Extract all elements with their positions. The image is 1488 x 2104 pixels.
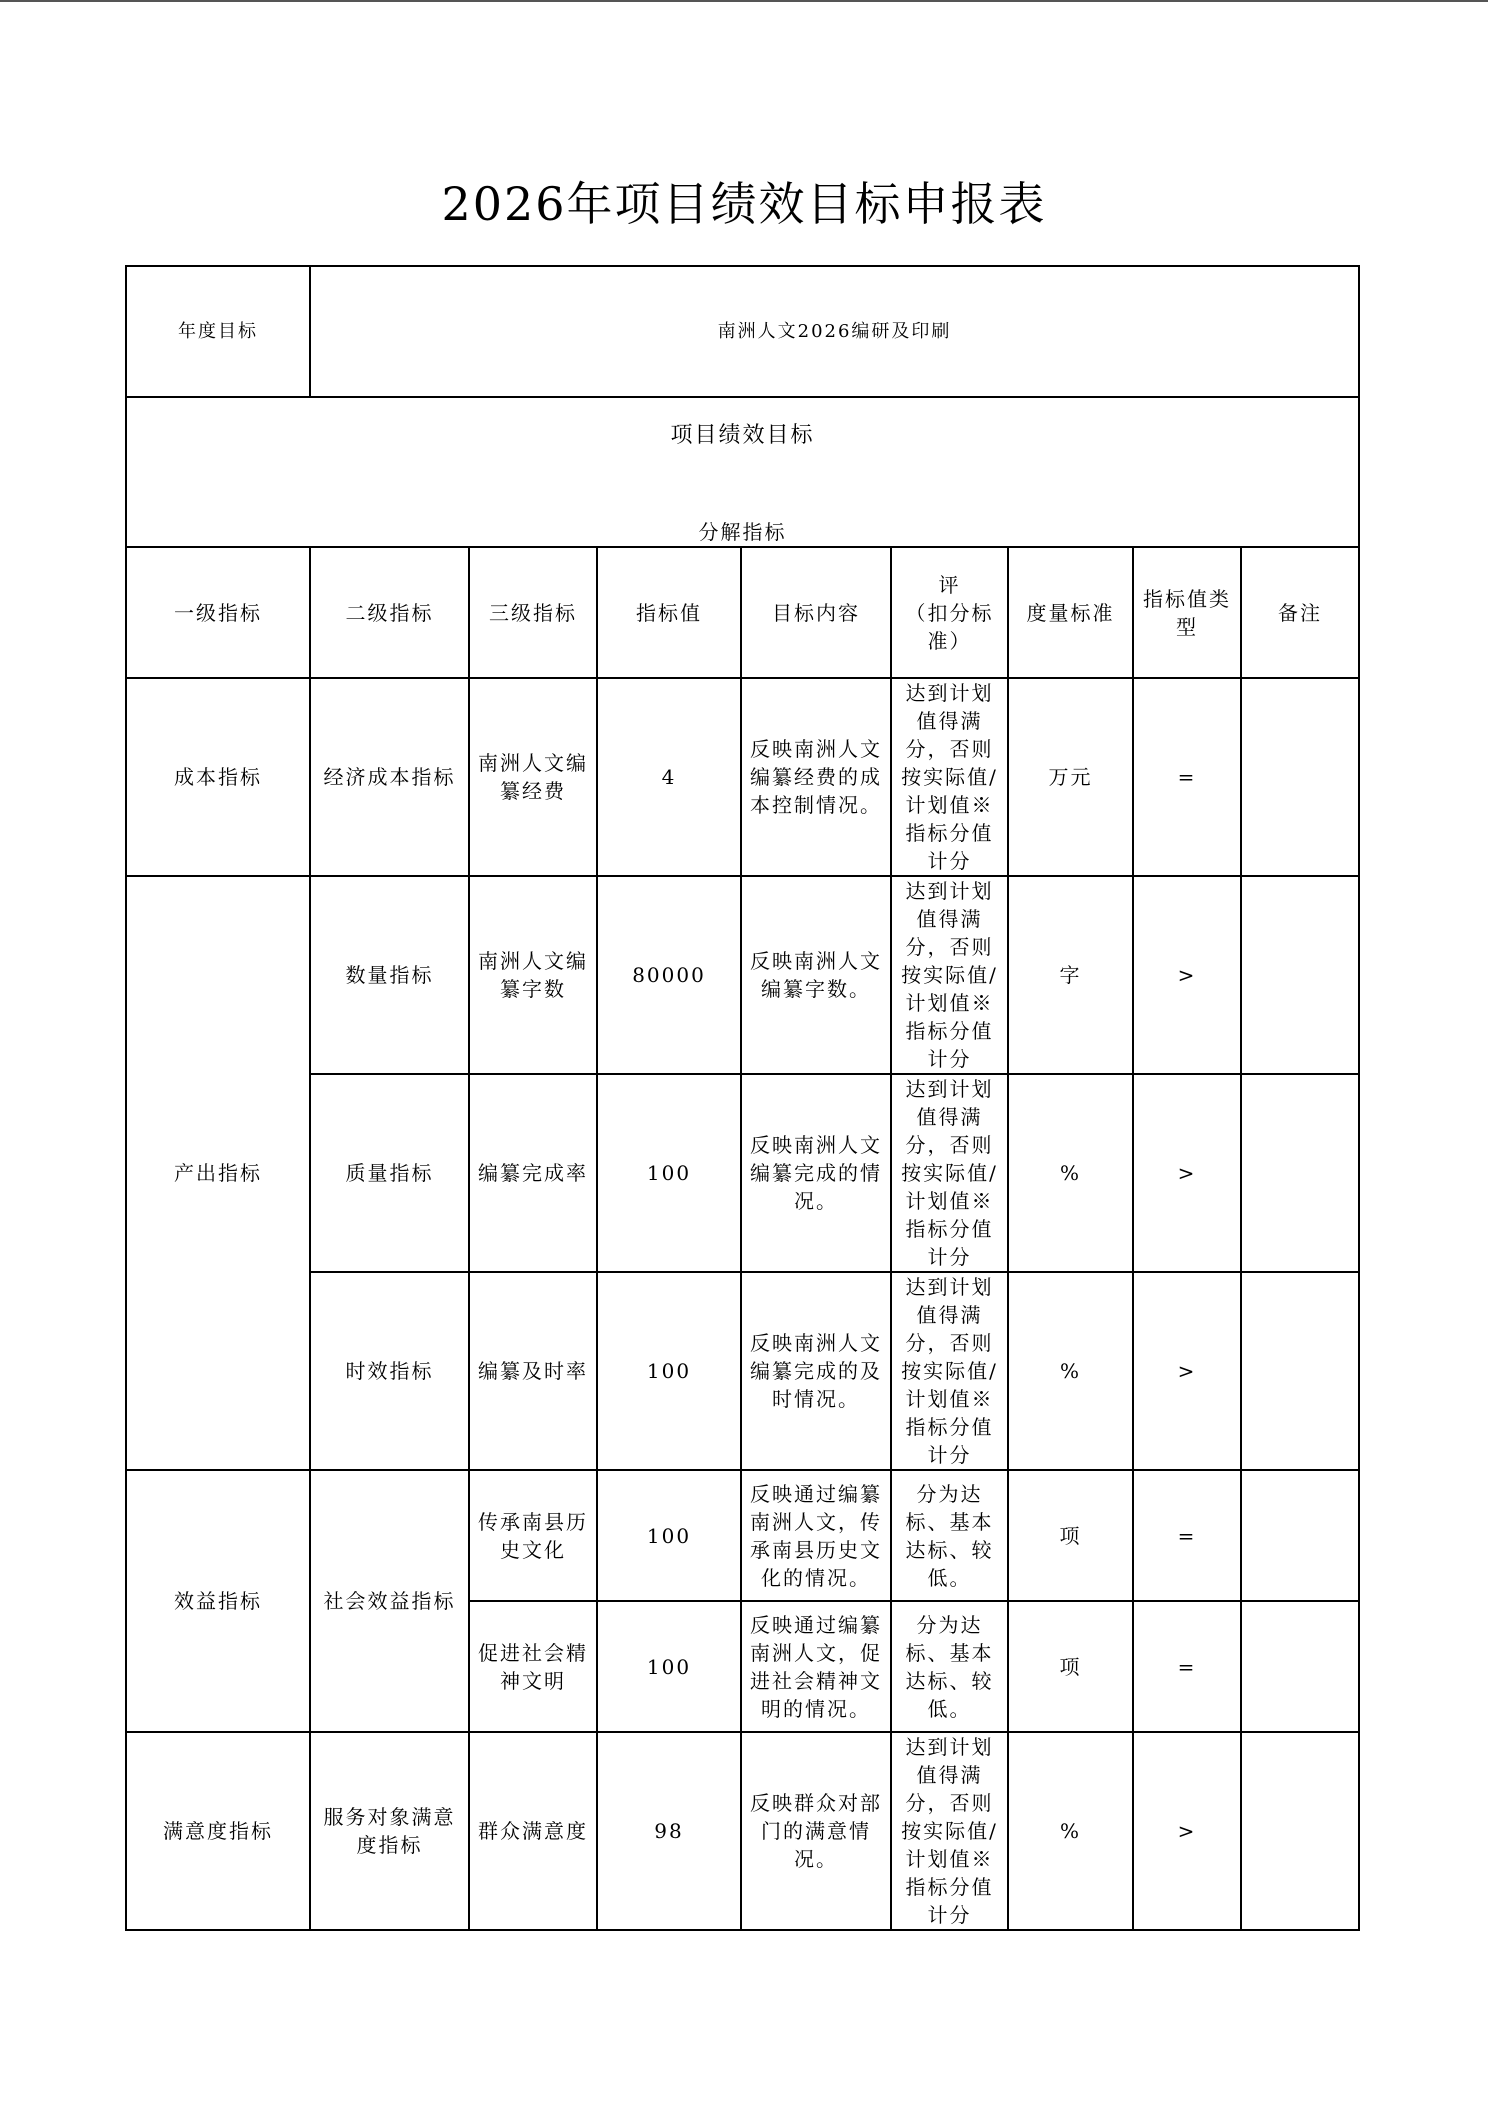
content-cell: 反映南洲人文编纂完成的情况。	[741, 1074, 891, 1272]
annual-goal-label: 年度目标	[126, 266, 310, 397]
table-row	[126, 1470, 1359, 1601]
section-subtitle: 分解指标	[698, 520, 787, 544]
standard-cell: 字	[1008, 876, 1133, 1074]
content-cell: 反映南洲人文编纂经费的成本控制情况。	[741, 678, 891, 876]
level2-cell: 数量指标	[310, 876, 469, 1074]
table-row	[126, 876, 1359, 1074]
score-cell: 达到计划值得满分，否则按实际值/计划值※指标分值计分	[891, 1732, 1008, 1930]
level3-cell: 编纂完成率	[469, 1074, 597, 1272]
score-cell: 达到计划值得满分，否则按实际值/计划值※指标分值计分	[891, 876, 1008, 1074]
table-row	[126, 1074, 1359, 1272]
value-type-cell: =	[1133, 1470, 1241, 1601]
value-cell: 4	[597, 678, 741, 876]
group-cost: 成本指标	[126, 678, 310, 876]
header-standard: 度量标准	[1008, 547, 1133, 678]
remark-cell	[1241, 1074, 1359, 1272]
table-row	[126, 678, 1359, 876]
level2-cell: 经济成本指标	[310, 678, 469, 876]
content-cell: 反映通过编纂南洲人文，传承南县历史文化的情况。	[741, 1470, 891, 1601]
level3-cell: 传承南县历史文化	[469, 1470, 597, 1601]
header-remark: 备注	[1241, 547, 1359, 678]
header-row	[126, 547, 1359, 678]
score-cell: 达到计划值得满分，否则按实际值/计划值※指标分值计分	[891, 1272, 1008, 1470]
level3-cell: 群众满意度	[469, 1732, 597, 1930]
header-level1: 一级指标	[126, 547, 310, 678]
remark-cell	[1241, 876, 1359, 1074]
level2-cell: 服务对象满意度指标	[310, 1732, 469, 1930]
remark-cell	[1241, 678, 1359, 876]
remark-cell	[1241, 1601, 1359, 1732]
header-score-line2: （扣分标准）	[905, 600, 994, 653]
annual-goal-value: 南洲人文2026编研及印刷	[310, 266, 1359, 397]
value-type-cell: =	[1133, 678, 1241, 876]
standard-cell: 项	[1008, 1470, 1133, 1601]
level3-cell: 南洲人文编纂字数	[469, 876, 597, 1074]
remark-cell	[1241, 1470, 1359, 1601]
table-row	[126, 1272, 1359, 1470]
value-cell: 98	[597, 1732, 741, 1930]
remark-cell	[1241, 1272, 1359, 1470]
score-cell: 分为达标、基本达标、较低。	[891, 1601, 1008, 1732]
table-row	[126, 1732, 1359, 1930]
value-type-cell: >	[1133, 1732, 1241, 1930]
level3-cell: 南洲人文编纂经费	[469, 678, 597, 876]
standard-cell: %	[1008, 1272, 1133, 1470]
content-cell: 反映南洲人文编纂完成的及时情况。	[741, 1272, 891, 1470]
value-cell: 100	[597, 1470, 741, 1601]
standard-cell: 项	[1008, 1601, 1133, 1732]
header-level2: 二级指标	[310, 547, 469, 678]
level2-cell: 质量指标	[310, 1074, 469, 1272]
value-cell: 100	[597, 1074, 741, 1272]
level2-social-benefit: 社会效益指标	[310, 1470, 469, 1732]
header-value: 指标值	[597, 547, 741, 678]
header-score-line1: 评	[938, 572, 961, 597]
score-cell: 分为达标、基本达标、较低。	[891, 1470, 1008, 1601]
section-cell	[126, 397, 1359, 547]
group-benefit: 效益指标	[126, 1470, 310, 1732]
content-cell: 反映群众对部门的满意情况。	[741, 1732, 891, 1930]
section-title: 项目绩效目标	[670, 423, 815, 448]
value-type-cell: >	[1133, 1074, 1241, 1272]
standard-cell: 万元	[1008, 678, 1133, 876]
level3-cell: 促进社会精神文明	[469, 1601, 597, 1732]
group-satisfaction: 满意度指标	[126, 1732, 310, 1930]
header-score	[891, 547, 1008, 678]
value-type-cell: =	[1133, 1601, 1241, 1732]
level3-cell: 编纂及时率	[469, 1272, 597, 1470]
top-border-line	[0, 0, 1488, 2]
value-cell: 100	[597, 1272, 741, 1470]
header-value-type: 指标值类型	[1133, 547, 1241, 678]
section-row	[126, 397, 1359, 547]
group-output: 产出指标	[126, 876, 310, 1470]
value-cell: 80000	[597, 876, 741, 1074]
header-content: 目标内容	[741, 547, 891, 678]
value-type-cell: >	[1133, 1272, 1241, 1470]
level2-cell: 时效指标	[310, 1272, 469, 1470]
value-cell: 100	[597, 1601, 741, 1732]
score-cell: 达到计划值得满分，否则按实际值/计划值※指标分值计分	[891, 678, 1008, 876]
header-level3: 三级指标	[469, 547, 597, 678]
standard-cell: %	[1008, 1732, 1133, 1930]
page-title: 2026年项目绩效目标申报表	[441, 177, 1047, 231]
value-type-cell: >	[1133, 876, 1241, 1074]
score-cell: 达到计划值得满分，否则按实际值/计划值※指标分值计分	[891, 1074, 1008, 1272]
annual-goal-row	[126, 266, 1359, 397]
performance-target-table	[125, 265, 1360, 1931]
content-cell: 反映南洲人文编纂字数。	[741, 876, 891, 1074]
standard-cell: %	[1008, 1074, 1133, 1272]
remark-cell	[1241, 1732, 1359, 1930]
content-cell: 反映通过编纂南洲人文，促进社会精神文明的情况。	[741, 1601, 891, 1732]
